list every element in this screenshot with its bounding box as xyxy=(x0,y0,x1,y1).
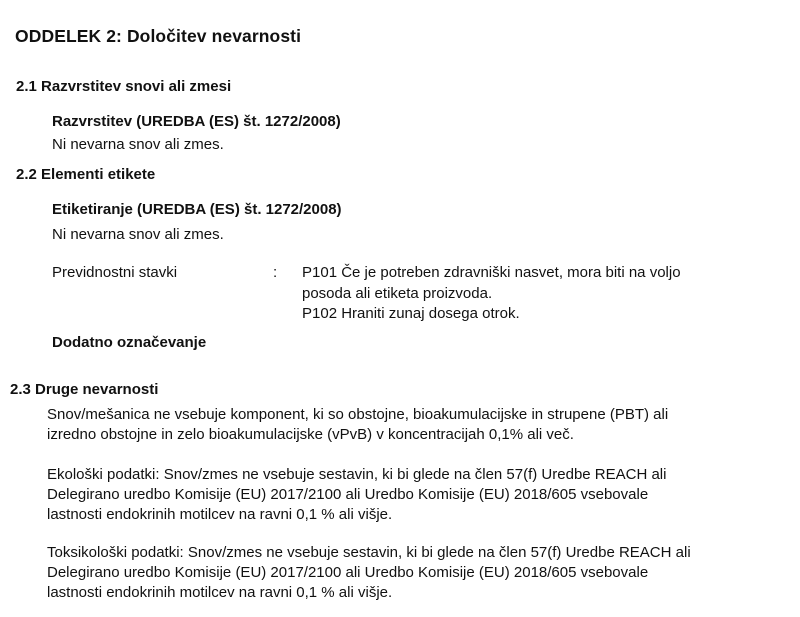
pbt-paragraph xyxy=(47,405,792,445)
heading-2-3: 2.3 Druge nevarnosti xyxy=(10,381,159,398)
precaution-statement-line: P102 Hraniti zunaj dosega otrok. xyxy=(302,305,520,322)
paragraph-line: Toksikološki podatki: Snov/zmes ne vsebuje sestavin, ki bi glede na člen 57(f) Uredbe REACH ali xyxy=(47,544,691,561)
classification-text: Ni nevarna snov ali zmes. xyxy=(52,136,224,153)
paragraph-line: lastnosti endokrinih motilcev na ravni 0,1 % ali višje. xyxy=(47,506,393,523)
paragraph-line: Delegirano uredbo Komisije (EU) 2017/2100 ali Uredbo Komisije (EU) 2018/605 vsebovale xyxy=(47,486,649,503)
heading-2-1: 2.1 Razvrstitev snovi ali zmesi xyxy=(16,78,232,95)
paragraph-line: Ekološki podatki: Snov/zmes ne vsebuje sestavin, ki bi glede na člen 57(f) Uredbe REACH ali xyxy=(47,466,667,483)
labelling-title: Etiketiranje (UREDBA (ES) št. 1272/2008) xyxy=(52,201,342,218)
paragraph-line: izredno obstojne in zelo bioakumulacijske (vPvB) v koncentracijah 0,1% ali več. xyxy=(47,426,574,443)
labelling-text: Ni nevarna snov ali zmes. xyxy=(52,226,224,243)
toxicological-paragraph xyxy=(47,543,792,603)
section-title: ODDELEK 2: Določitev nevarnosti xyxy=(15,26,302,46)
paragraph-line: Delegirano uredbo Komisije (EU) 2017/2100 ali Uredbo Komisije (EU) 2018/605 vsebovale xyxy=(47,564,649,581)
heading-2-2: 2.2 Elementi etikete xyxy=(16,166,156,183)
precaution-statement-line: posoda ali etiketa proizvoda. xyxy=(302,285,493,302)
precaution-colon: : xyxy=(273,264,278,281)
classification-title: Razvrstitev (UREDBA (ES) št. 1272/2008) xyxy=(52,113,341,130)
additional-labelling-title: Dodatno označevanje xyxy=(52,334,207,351)
precaution-label: Previdnostni stavki xyxy=(52,264,178,281)
paragraph-line: lastnosti endokrinih motilcev na ravni 0,1 % ali višje. xyxy=(47,584,393,601)
precaution-statement-line: P101 Če je potreben zdravniški nasvet, mora biti na voljo xyxy=(302,264,681,281)
ecological-paragraph xyxy=(47,465,792,525)
paragraph-line: Snov/mešanica ne vsebuje komponent, ki so obstojne, bioakumulacijske in strupene (PBT) ali xyxy=(47,406,669,423)
